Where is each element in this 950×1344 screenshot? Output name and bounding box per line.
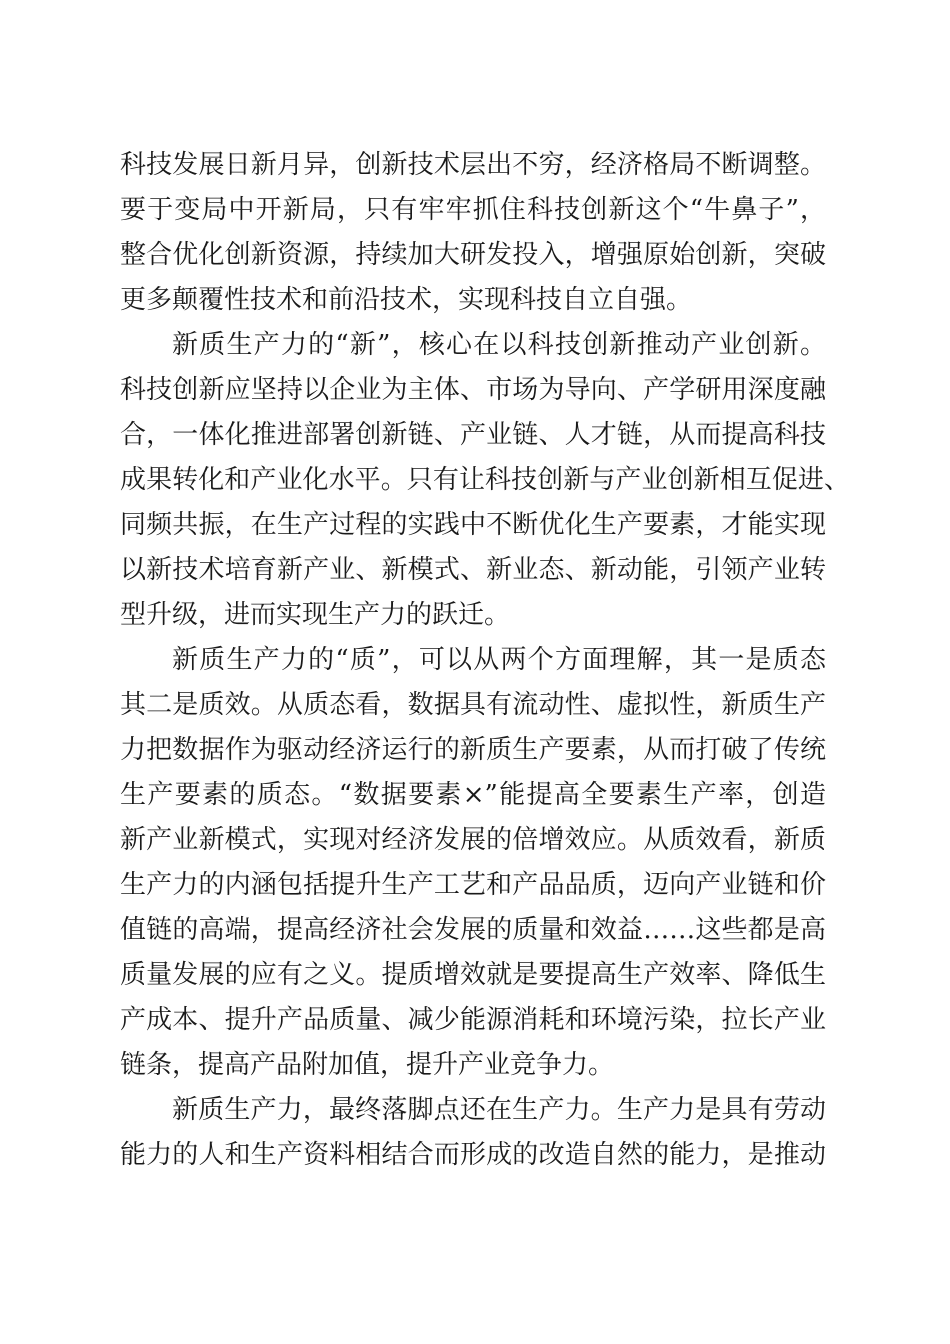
text-line: 生产力的内涵包括提升生产工艺和产品品质，迈向产业链和价 [120, 870, 826, 900]
text-line: 科技发展日新月异，创新技术层出不穷，经济格局不断调整。 [120, 150, 826, 180]
text-line: 新质生产力，最终落脚点还在生产力。生产力是具有劳动 [172, 1095, 826, 1125]
text-line: 新产业新模式，实现对经济发展的倍增效应。从质效看，新质 [120, 825, 826, 855]
text-line: 合，一体化推进部署创新链、产业链、人才链，从而提高科技 [120, 420, 826, 450]
text-line: 成果转化和产业化水平。只有让科技创新与产业创新相互促进、 [120, 465, 850, 495]
text-line: 产成本、提升产品质量、减少能源消耗和环境污染，拉长产业 [120, 1005, 826, 1035]
text-line: 新质生产力的“新”，核心在以科技创新推动产业创新。 [172, 330, 826, 360]
text-line: 生产要素的质态。“数据要素×”能提高全要素生产率，创造 [120, 780, 826, 810]
text-line: 要于变局中开新局，只有牢牢抓住科技创新这个“牛鼻子”， [120, 195, 826, 225]
text-line: 更多颠覆性技术和前沿技术，实现科技自立自强。 [120, 285, 693, 315]
text-line: 同频共振，在生产过程的实践中不断优化生产要素，才能实现 [120, 510, 826, 540]
text-line: 值链的高端，提高经济社会发展的质量和效益……这些都是高 [120, 915, 826, 945]
text-line: 整合优化创新资源，持续加大研发投入，增强原始创新，突破 [120, 240, 826, 270]
text-line: 型升级，进而实现生产力的跃迁。 [120, 600, 511, 630]
text-line: 链条，提高产品附加值，提升产业竞争力。 [120, 1050, 615, 1080]
text-line: 力把数据作为驱动经济运行的新质生产要素，从而打破了传统 [120, 735, 826, 765]
text-line: 质量发展的应有之义。提质增效就是要提高生产效率、降低生 [120, 960, 826, 990]
text-line: 其二是质效。从质态看，数据具有流动性、虚拟性，新质生产 [120, 690, 826, 720]
text-line: 能力的人和生产资料相结合而形成的改造自然的能力，是推动 [120, 1140, 826, 1170]
text-line: 科技创新应坚持以企业为主体、市场为导向、产学研用深度融 [120, 375, 826, 405]
text-line: 以新技术培育新产业、新模式、新业态、新动能，引领产业转 [120, 555, 826, 585]
text-line: 新质生产力的“质”，可以从两个方面理解，其一是质态 [172, 645, 826, 675]
